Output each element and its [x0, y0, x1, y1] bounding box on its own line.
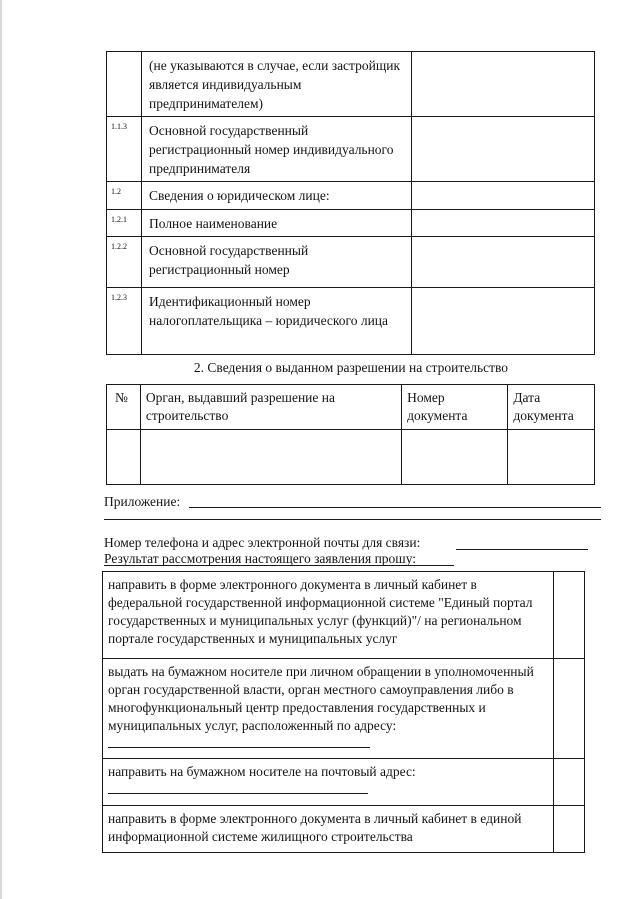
value-cell[interactable]	[412, 117, 595, 182]
option-checkbox[interactable]	[554, 659, 585, 759]
contact-field	[104, 535, 420, 551]
result-label: Результат рассмотрения настоящего заявления прошу:	[104, 551, 417, 566]
row-label: (не указываются в случае, если застройщик является индивидуальным предпринимателем)	[142, 52, 412, 117]
section-heading: 2. Сведения о выданном разрешении на строительство	[193, 360, 509, 375]
permit-table	[106, 384, 595, 485]
contact-line[interactable]	[456, 549, 588, 550]
option-text-label: направить на бумажном носителе на почтовый адрес:	[108, 764, 416, 779]
attachment-line[interactable]	[189, 507, 601, 508]
row-label: Идентификационный номер налогоплательщика – юридического лица	[142, 288, 412, 355]
row-number: 1.1.3	[107, 117, 142, 182]
table-row	[107, 182, 595, 210]
value-cell[interactable]	[412, 182, 595, 210]
postal-address-line[interactable]	[108, 782, 368, 794]
table-header-row	[107, 385, 595, 430]
applicant-info-table	[106, 51, 595, 355]
table-row	[107, 210, 595, 237]
value-cell[interactable]	[412, 288, 595, 355]
column-header-document-number: Номер документа	[402, 385, 508, 430]
option-checkbox[interactable]	[554, 572, 585, 659]
row-number: 1.2.2	[107, 237, 142, 288]
table-row	[107, 237, 595, 288]
row-number: 1.2.1	[107, 210, 142, 237]
contact-label: Номер телефона и адрес электронной почты для связи:	[104, 535, 421, 550]
scan-edge-mark	[0, 0, 2, 899]
table-row	[107, 52, 595, 117]
row-number	[107, 52, 142, 117]
number-cell[interactable]	[107, 430, 141, 485]
row-label: Сведения о юридическом лице:	[142, 182, 412, 210]
option-text	[103, 759, 554, 806]
column-header-number: №	[107, 385, 141, 430]
option-text: направить в форме электронного документа в личный кабинет в федеральной государственной информационной системе "Единый портал государственных и муниципальных услуг (функций)"/ на региональном портале государственных и муниципальных услуг	[103, 572, 554, 659]
option-text-label: выдать на бумажном носителе при личном обращении в уполномоченный орган государственной власти, орган местного самоуправления либо в многофункциональный центр предоставления государственных и муниципальных услуг, расположенный по адресу:	[108, 664, 534, 733]
table-row	[107, 430, 595, 485]
value-cell[interactable]	[412, 52, 595, 117]
result-underline	[104, 565, 454, 566]
option-text	[103, 659, 554, 759]
row-number: 1.2	[107, 182, 142, 210]
table-row	[107, 117, 595, 182]
attachment-line-2[interactable]	[104, 519, 601, 520]
row-label: Полное наименование	[142, 210, 412, 237]
option-row	[103, 572, 585, 659]
option-checkbox[interactable]	[554, 759, 585, 806]
option-row	[103, 759, 585, 806]
document-number-cell[interactable]	[402, 430, 508, 485]
table-row	[107, 288, 595, 355]
delivery-options-table	[102, 571, 585, 853]
value-cell[interactable]	[412, 237, 595, 288]
option-row	[103, 659, 585, 759]
row-label: Основной государственный регистрационный номер индивидуального предпринимателя	[142, 117, 412, 182]
option-row	[103, 806, 585, 853]
row-label: Основной государственный регистрационный номер	[142, 237, 412, 288]
attachment-label: Приложение:	[104, 494, 181, 509]
option-checkbox[interactable]	[554, 806, 585, 853]
address-line[interactable]	[108, 736, 370, 748]
row-number: 1.2.3	[107, 288, 142, 355]
column-header-issuing-body: Орган, выдавший разрешение на строительство	[140, 385, 401, 430]
column-header-document-date: Дата документа	[508, 385, 595, 430]
document-date-cell[interactable]	[508, 430, 595, 485]
option-text: направить в форме электронного документа в личный кабинет в единой информационной системе жилищного строительства	[103, 806, 554, 853]
value-cell[interactable]	[412, 210, 595, 237]
attachment-field	[104, 494, 180, 510]
issuing-body-cell[interactable]	[140, 430, 401, 485]
